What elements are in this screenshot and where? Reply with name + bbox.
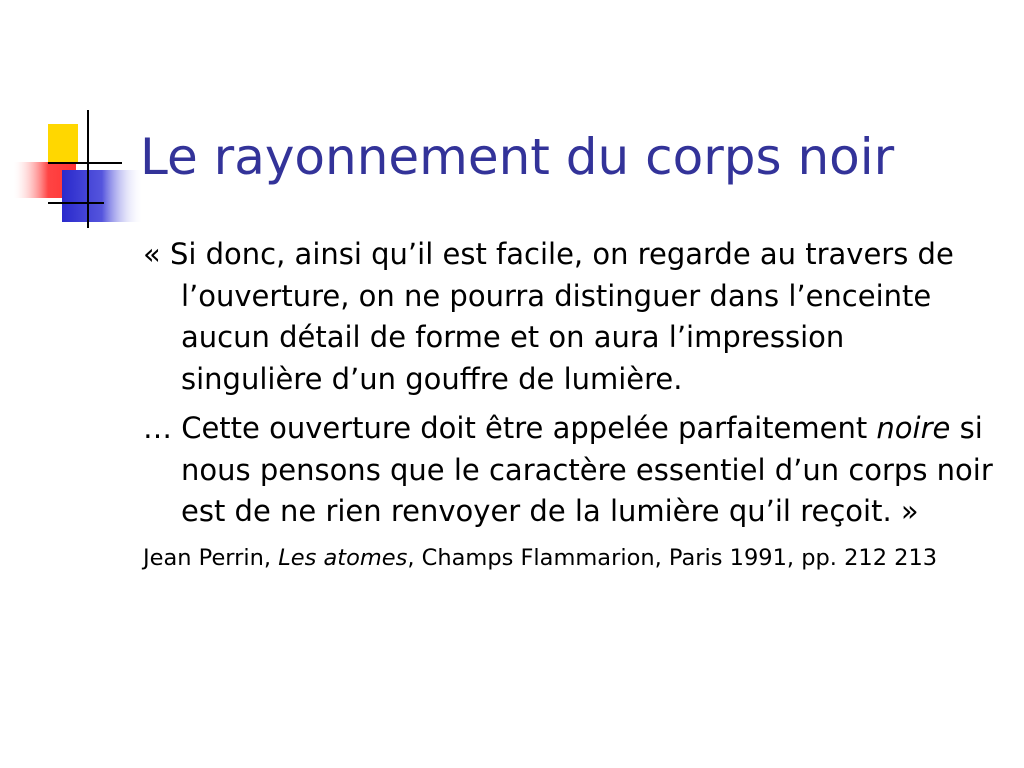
yellow-square <box>48 124 78 164</box>
quote-paragraph-1: « Si donc, ainsi qu’il est facile, on regarde au travers de l’ouverture, on ne pourra distinguer dans l’enceinte aucun détail de forme et on aura l’impression singulière d’un gouffre de lumière. <box>143 237 954 396</box>
citation-details: , Champs Flammarion, Paris 1991, pp. 212 213 <box>407 544 938 571</box>
citation <box>143 543 993 573</box>
citation-author: Jean Perrin, <box>143 544 279 571</box>
blue-bar <box>62 170 142 222</box>
slide-body <box>143 234 993 573</box>
quote-italic-word: noire <box>876 411 951 445</box>
quote-paragraph-2-start: … Cette ouverture doit être appelée parfaitement <box>143 411 877 445</box>
quote-paragraph-2 <box>143 408 993 533</box>
quote-paragraph-2-end: si nous pensons que le caractère essentiel d’un corps noir est de ne rien renvoyer de la lumière qu’il reçoit. » <box>181 411 993 528</box>
citation-work-title: Les atomes <box>278 544 408 571</box>
decorative-squares-logo <box>0 0 150 240</box>
slide-title: Le rayonnement du corps noir <box>140 128 895 186</box>
